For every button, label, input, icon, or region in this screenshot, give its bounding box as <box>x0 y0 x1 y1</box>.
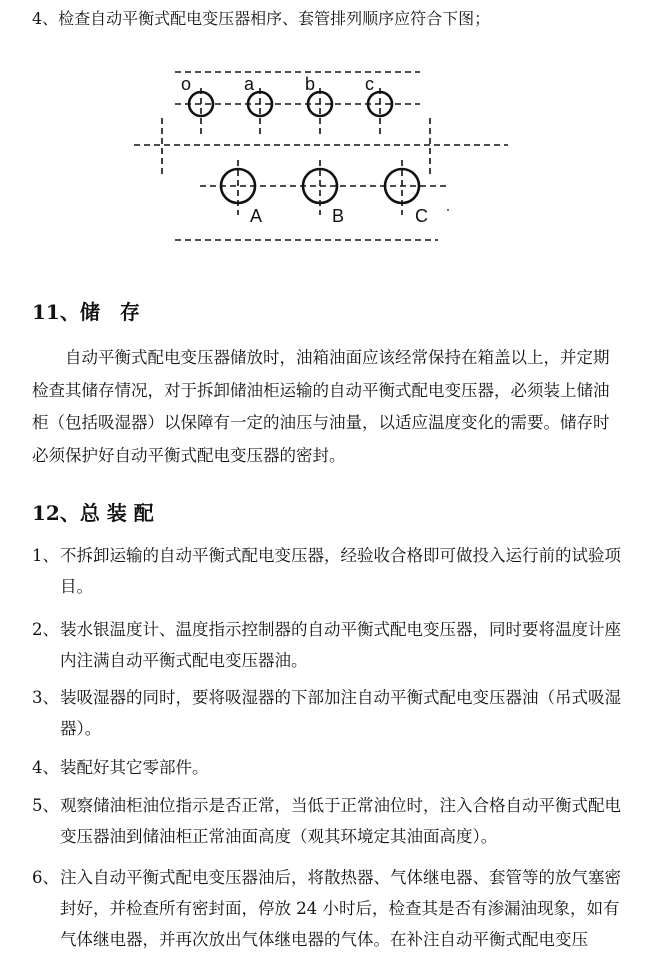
label-C: C <box>415 206 428 226</box>
label-A: A <box>250 206 263 226</box>
label-b: b <box>305 74 316 94</box>
storage-paragraph: 自动平衡式配电变压器储放时，油箱油面应该经常保持在箱盖以上，并定期检查其储存情况，对于拆卸储油柜运输的自动平衡式配电变压器，必须装上储油柜（包括吸湿器）以保障有一定的油压与油量，以适应温度变化的需要。储存时必须保护好自动平衡式配电变压器的密封。 <box>32 348 610 465</box>
intro-line: 4、检查自动平衡式配电变压器相序、套管排列顺序应符合下图； <box>32 9 491 28</box>
section-11-paragraph <box>32 342 620 472</box>
label-o: o <box>181 74 192 94</box>
list-item <box>32 614 622 676</box>
list-item <box>32 540 622 602</box>
item-number: 3、 <box>32 688 59 707</box>
section-11-title: 11、储 存 <box>32 300 140 324</box>
label-B: B <box>332 206 345 226</box>
item-number: 6、 <box>32 868 59 887</box>
list-item <box>32 682 622 744</box>
item-number: 1、 <box>32 546 59 565</box>
item-text: 不拆卸运输的自动平衡式配电变压器，经验收合格即可做投入运行前的试验项目。 <box>60 546 621 596</box>
item-number: 4、 <box>32 758 59 777</box>
section-12-title: 12、总 装 配 <box>32 501 154 525</box>
list-item <box>32 790 622 852</box>
label-c: c <box>365 74 374 94</box>
item-text: 注入自动平衡式配电变压器油后，将散热器、气体继电器、套管等的放气塞密封好，并检查所有密封面，停放 24 小时后，检查其是否有渗漏油现象，如有气体继电器，并再次放出气体继电器的气体。在补注自动平衡式配电变压 <box>60 868 621 949</box>
bushing-arrangement-diagram <box>120 60 520 255</box>
item-text: 观察储油柜油位指示是否正常，当低于正常油位时，注入合格自动平衡式配电变压器油到储油柜正常油面高度（观其环境定其油面高度）。 <box>60 796 621 846</box>
item-text: 装水银温度计、温度指示控制器的自动平衡式配电变压器，同时要将温度计座内注满自动平衡式配电变压器油。 <box>60 620 621 670</box>
label-a: a <box>244 74 255 94</box>
list-item <box>32 862 622 955</box>
list-item <box>32 752 622 783</box>
item-text: 装吸湿器的同时，要将吸湿器的下部加注自动平衡式配电变压器油（吊式吸湿器）。 <box>60 688 621 738</box>
item-text: 装配好其它零部件。 <box>60 758 209 777</box>
item-number: 2、 <box>32 620 59 639</box>
item-number: 5、 <box>32 796 59 815</box>
